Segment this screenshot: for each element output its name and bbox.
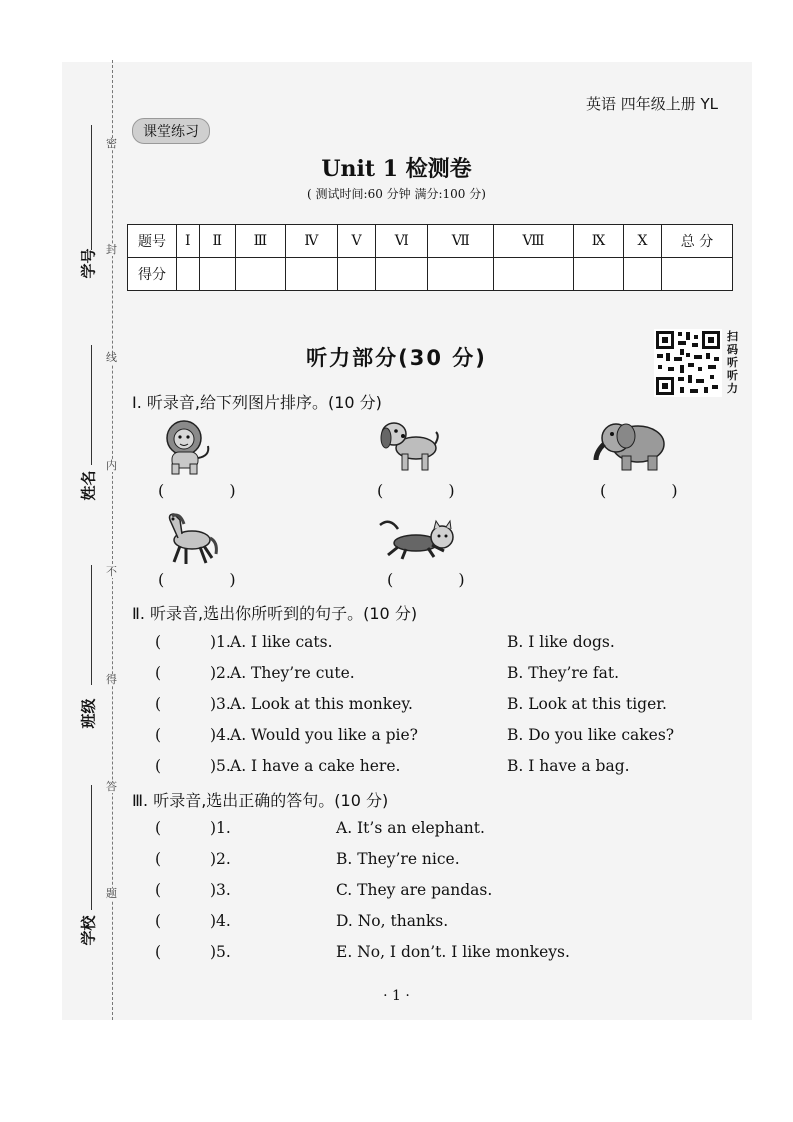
seal-char: 答 xyxy=(106,780,117,793)
answer-bracket[interactable]: ( xyxy=(155,726,162,744)
col-10: Ⅹ xyxy=(624,225,662,258)
binding-dashed-line xyxy=(112,60,113,1020)
item-number: )2. xyxy=(210,850,231,868)
option-a: A. I have a cake here. xyxy=(230,757,401,775)
item-number: )5. xyxy=(210,757,231,775)
score-cell[interactable] xyxy=(199,258,235,291)
option-a: A. Would you like a pie? xyxy=(230,726,418,744)
col-6: Ⅵ xyxy=(376,225,428,258)
seal-char: 密 xyxy=(106,137,117,150)
answer-option: E. No, I don’t. I like monkeys. xyxy=(336,943,570,961)
col-1: Ⅰ xyxy=(177,225,200,258)
answer-option: D. No, thanks. xyxy=(336,912,449,930)
answer-bracket[interactable]: ( xyxy=(155,943,162,961)
seal-char: 封 xyxy=(106,243,117,256)
school-label: 学校 xyxy=(79,915,98,946)
q2-item xyxy=(155,664,735,686)
q2-item xyxy=(155,695,735,717)
col-8: Ⅷ xyxy=(494,225,574,258)
q2-item xyxy=(155,757,735,779)
option-b: B. They’re fat. xyxy=(507,664,620,682)
class-label: 班级 xyxy=(79,698,98,729)
option-b: B. Do you like cakes? xyxy=(507,726,675,744)
name-label: 姓名 xyxy=(79,470,98,501)
elephant-icon xyxy=(592,418,670,473)
seal-char: 内 xyxy=(106,459,117,472)
col-4: Ⅳ xyxy=(286,225,338,258)
score-table-score-row xyxy=(128,258,733,291)
item-number: )4. xyxy=(210,726,231,744)
item-number: )3. xyxy=(210,695,231,713)
question-number-label: 题号 xyxy=(128,225,177,258)
col-9: Ⅸ xyxy=(573,225,623,258)
answer-bracket[interactable]: ( xyxy=(155,881,162,899)
score-cell[interactable] xyxy=(662,258,733,291)
student-id-label: 学号 xyxy=(79,248,98,279)
col-7: Ⅶ xyxy=(428,225,494,258)
seal-char: 得 xyxy=(106,673,117,686)
dog-icon xyxy=(378,418,440,474)
answer-bracket[interactable]: ( xyxy=(155,850,162,868)
q3-heading: Ⅲ. 听录音,选出正确的答句。(10 分) xyxy=(132,791,389,810)
answer-bracket[interactable]: ( xyxy=(155,819,162,837)
q2-item xyxy=(155,726,735,748)
item-number: )3. xyxy=(210,881,231,899)
score-cell[interactable] xyxy=(376,258,428,291)
answer-bracket[interactable]: ( ) xyxy=(158,481,266,500)
scan-to-listen-label: 扫码听听力 xyxy=(727,330,738,395)
answer-option: C. They are pandas. xyxy=(336,881,493,899)
col-5: Ⅴ xyxy=(337,225,375,258)
answer-bracket[interactable]: ( xyxy=(155,912,162,930)
item-number: )2. xyxy=(210,664,231,682)
class-line xyxy=(91,565,92,685)
qr-code-icon[interactable] xyxy=(654,329,722,397)
score-cell[interactable] xyxy=(573,258,623,291)
subject-grade-label: 英语 四年级上册 YL xyxy=(585,95,718,113)
answer-bracket[interactable]: ( xyxy=(155,757,162,775)
score-cell[interactable] xyxy=(337,258,375,291)
answer-bracket[interactable]: ( ) xyxy=(600,481,708,500)
score-cell[interactable] xyxy=(624,258,662,291)
q3-item xyxy=(155,912,735,934)
q2-item xyxy=(155,633,735,655)
col-3: Ⅲ xyxy=(235,225,285,258)
option-b: B. I like dogs. xyxy=(507,633,615,651)
listening-section-title: 听力部分(30 分) xyxy=(306,346,487,370)
answer-option: B. They’re nice. xyxy=(336,850,460,868)
option-b: B. Look at this tiger. xyxy=(507,695,667,713)
test-info: ( 测试时间:60 分钟 满分:100 分) xyxy=(307,187,486,201)
seal-char: 题 xyxy=(106,887,117,900)
answer-bracket[interactable]: ( xyxy=(155,695,162,713)
score-cell[interactable] xyxy=(286,258,338,291)
seal-char: 不 xyxy=(106,565,117,578)
seal-char: 线 xyxy=(106,351,117,364)
score-cell[interactable] xyxy=(428,258,494,291)
q3-item xyxy=(155,850,735,872)
item-number: )4. xyxy=(210,912,231,930)
score-table-header-row xyxy=(128,225,733,258)
score-table xyxy=(127,224,733,291)
school-line xyxy=(91,785,92,910)
score-cell[interactable] xyxy=(494,258,574,291)
answer-bracket[interactable]: ( xyxy=(155,633,162,651)
q3-item xyxy=(155,819,735,841)
q2-heading: Ⅱ. 听录音,选出你所听到的句子。(10 分) xyxy=(132,604,418,623)
option-a: A. They’re cute. xyxy=(230,664,355,682)
answer-bracket[interactable]: ( ) xyxy=(387,570,495,589)
q1-heading: Ⅰ. 听录音,给下列图片排序。(10 分) xyxy=(132,393,382,412)
answer-bracket[interactable]: ( ) xyxy=(158,570,266,589)
item-number: )5. xyxy=(210,943,231,961)
score-cell[interactable] xyxy=(235,258,285,291)
score-cell[interactable] xyxy=(177,258,200,291)
page-number: · 1 · xyxy=(383,988,410,1004)
col-total: 总 分 xyxy=(662,225,733,258)
col-2: Ⅱ xyxy=(199,225,235,258)
item-number: )1. xyxy=(210,633,231,651)
page-title: Unit 1 检测卷 xyxy=(321,156,472,182)
item-number: )1. xyxy=(210,819,231,837)
answer-option: A. It’s an elephant. xyxy=(336,819,485,837)
q3-item xyxy=(155,881,735,903)
option-a: A. I like cats. xyxy=(230,633,333,651)
score-label: 得分 xyxy=(128,258,177,291)
option-a: A. Look at this monkey. xyxy=(230,695,413,713)
horse-icon xyxy=(156,510,220,568)
option-b: B. I have a bag. xyxy=(507,757,630,775)
answer-bracket[interactable]: ( ) xyxy=(377,481,485,500)
classroom-practice-badge: 课堂练习 xyxy=(132,118,210,144)
q3-item xyxy=(155,943,735,965)
answer-bracket[interactable]: ( xyxy=(155,664,162,682)
cat-icon xyxy=(376,515,462,561)
lion-icon xyxy=(160,418,215,476)
